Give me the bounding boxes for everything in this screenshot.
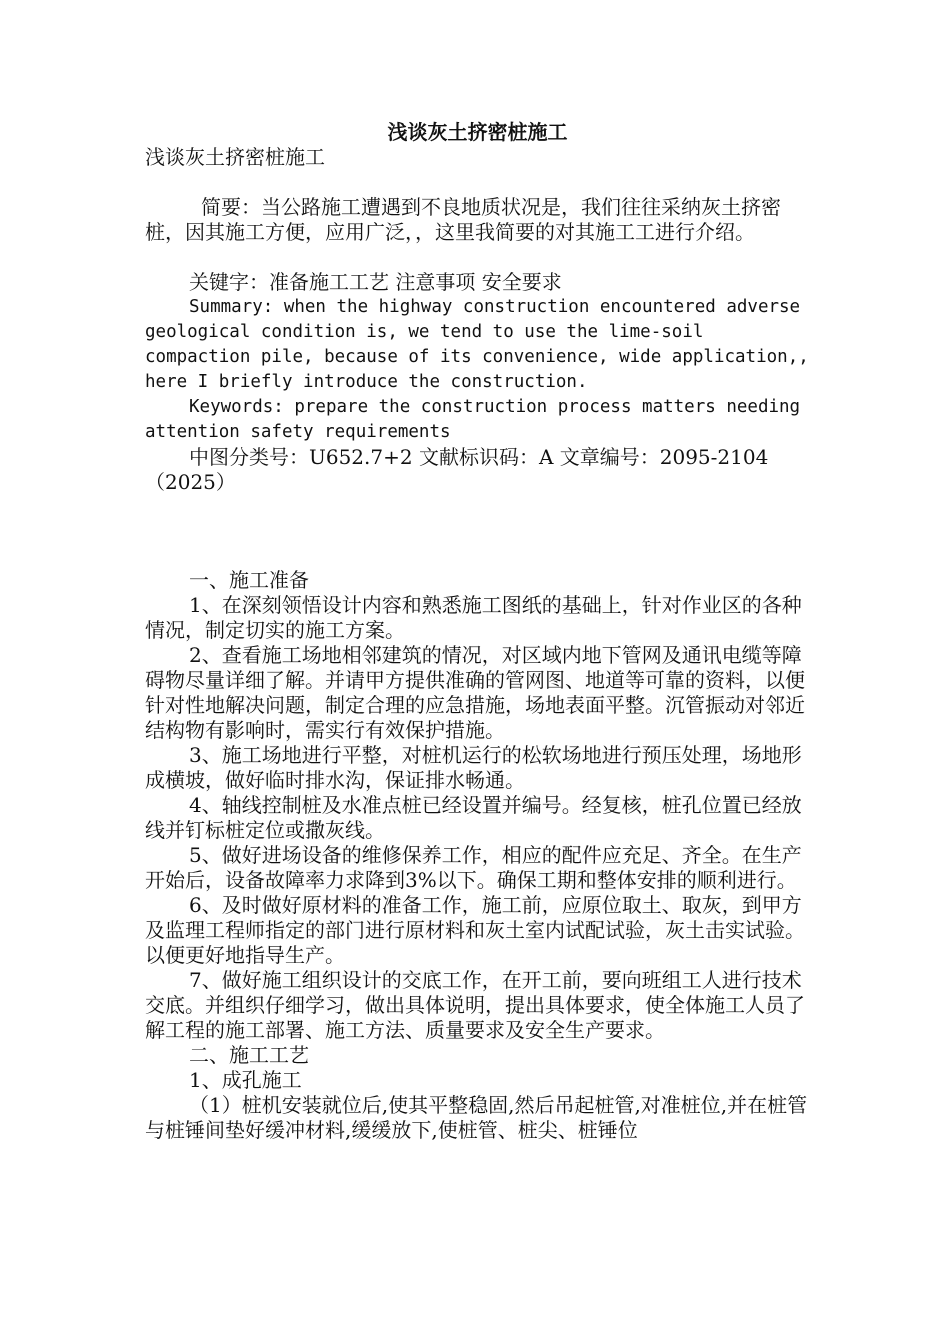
summary-en: Summary: when the highway construction encountered adverse geological condition is, we tend to use the lime-soil compaction pile, because of its convenience, wide application,, here I briefly introduce the construction. [145, 297, 809, 392]
keywords-cn: 关键字：准备施工工艺 注意事项 安全要求 [189, 270, 562, 294]
document-subtitle: 浅谈灰土挤密桩施工 [145, 145, 325, 169]
preparation-item-3: 3、施工场地进行平整，对桩机运行的松软场地进行预压处理，场地形成横坡，做好临时排水沟，保证排水畅通。 [145, 743, 802, 792]
section-heading-process: 二、施工工艺 [189, 1043, 309, 1067]
preparation-item-2: 2、查看施工场地相邻建筑的情况，对区域内地下管网及通讯电缆等障碍物尽量详细了解。并请甲方提供准确的管网图、地道等可靠的资料，以便针对性地解决问题，制定合理的应急措施，场地表面平整。沉管振动对邻近结构物有影响时，需实行有效保护措施。 [145, 643, 805, 742]
spacer [145, 245, 810, 270]
preparation-item-6: 6、及时做好原材料的准备工作，施工前，应原位取土、取灰，到甲方及监理工程师指定的部门进行原材料和灰土室内试配试验，灰土击实试验。以便更好地指导生产。 [145, 893, 805, 967]
document-title: 浅谈灰土挤密桩施工 [387, 120, 568, 144]
keywords-en: Keywords: prepare the construction process matters needing attention safety requirements [145, 397, 801, 442]
section-heading-preparation: 一、施工准备 [189, 568, 309, 592]
subsection-heading-drilling: 1、成孔施工 [189, 1068, 302, 1092]
preparation-item-5: 5、做好进场设备的维修保养工作，相应的配件应充足、齐全。在生产开始后，设备故障率力求降到3%以下。确保工期和整体安排的顺利进行。 [145, 843, 802, 892]
spacer [145, 170, 810, 195]
drilling-paragraph-1: （1）桩机安装就位后,使其平整稳固,然后吊起桩管,对准桩位,并在桩管与桩锤间垫好缓冲材料,缓缓放下,使桩管、桩尖、桩锤位 [145, 1093, 808, 1142]
abstract-paragraph: 简要：当公路施工遭遇到不良地质状况是，我们往往采纳灰土挤密桩，因其施工方便，应用广泛，，这里我简要的对其施工工进行介绍。 [145, 195, 781, 244]
preparation-item-1: 1、在深刻领悟设计内容和熟悉施工图纸的基础上，针对作业区的各种情况，制定切实的施工方案。 [145, 593, 802, 642]
preparation-item-7: 7、做好施工组织设计的交底工作，在开工前，要向班组工人进行技术交底。并组织仔细学习，做出具体说明，提出具体要求，使全体施工人员了解工程的施工部署、施工方法、质量要求及安全生产要求。 [145, 968, 805, 1042]
classification-line: 中图分类号：U652.7+2 文献标识码：A 文章编号：2095-2104（2025） [145, 445, 769, 494]
spacer [145, 495, 810, 568]
document-body [145, 120, 810, 1143]
preparation-item-4: 4、轴线控制桩及水准点桩已经设置并编号。经复核，桩孔位置已经放线并钉标桩定位或撒灰线。 [145, 793, 802, 842]
